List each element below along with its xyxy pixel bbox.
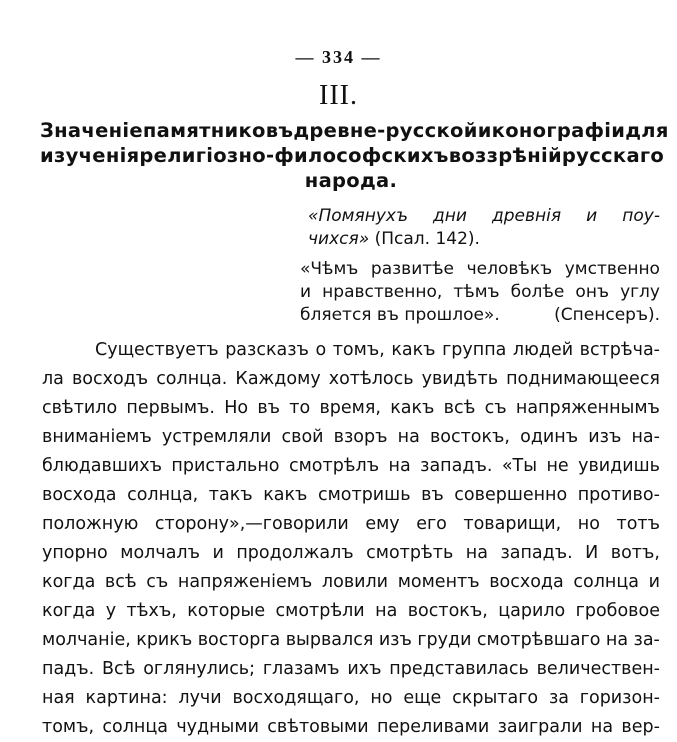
body-line: [42, 684, 660, 713]
word: Каждому: [235, 369, 321, 389]
word: поднимающееся: [506, 369, 660, 389]
word: для: [625, 119, 669, 142]
word: молчанiе,: [42, 630, 131, 650]
word: заиграли: [497, 717, 583, 737]
word: пристально: [171, 456, 280, 476]
word: Существуетъ: [95, 340, 219, 360]
word: смотрѣлъ: [288, 456, 380, 476]
word: тѣмъ: [453, 282, 500, 302]
chapter-title-line: [40, 118, 669, 143]
chapter-title-line: народа.: [304, 169, 398, 192]
word: не: [546, 456, 569, 476]
word: хотѣлось: [328, 369, 414, 389]
word: томъ,: [42, 717, 95, 737]
word: когда: [42, 601, 96, 621]
body-line: [42, 481, 660, 510]
word: и: [648, 572, 660, 592]
word: разсказъ: [225, 340, 309, 360]
word: напряженiемъ: [177, 572, 313, 592]
word: первымъ.: [126, 398, 215, 418]
word: западъ.: [500, 543, 573, 563]
word: увидѣть: [421, 369, 499, 389]
epigraph-psalm-reference: (Псал. 142).: [374, 229, 480, 249]
word: одинъ: [520, 427, 579, 447]
epigraph-psalm-line: [308, 205, 660, 228]
word: развитѣе: [370, 259, 455, 279]
body-line: [42, 626, 660, 655]
word: крикъ: [136, 630, 193, 650]
word: солнца: [102, 717, 168, 737]
word: человѣкъ: [466, 259, 553, 279]
word: положную: [42, 514, 139, 534]
word: ная: [42, 688, 75, 708]
word: религiозно-философскихъ: [139, 144, 449, 167]
word: и: [586, 206, 598, 226]
word: глазамъ: [262, 659, 340, 679]
word: людей: [512, 340, 574, 360]
chapter-title-line: [40, 143, 665, 168]
word: древнiя: [492, 206, 562, 226]
word: устремляли: [161, 427, 272, 447]
word: «Чѣмъ: [300, 259, 359, 279]
word: противо-: [577, 485, 660, 505]
word: западъ.: [420, 456, 493, 476]
word: томъ,: [332, 340, 385, 360]
body-line: [42, 597, 660, 626]
word: Но: [224, 398, 249, 418]
word: Всѣ: [102, 659, 136, 679]
word: нравственно,: [322, 282, 443, 302]
word: скрытаго: [452, 688, 539, 708]
word: солнца.: [156, 369, 228, 389]
body-line: [42, 568, 660, 597]
word: съ: [146, 572, 169, 592]
body-line: [42, 365, 660, 394]
word: изъ: [588, 427, 622, 447]
epigraph-psalm-quote: чихся»: [308, 229, 370, 249]
word: о: [315, 340, 327, 360]
chapter-numeral: III.: [319, 80, 358, 111]
word: древне-русской: [293, 119, 478, 142]
word: оглянулись;: [143, 659, 256, 679]
word: взоръ: [333, 427, 388, 447]
word: моментъ: [397, 572, 480, 592]
word: переливами: [376, 717, 490, 737]
body-line: [42, 452, 660, 481]
word: вотъ,: [610, 543, 660, 563]
word: «Ты: [501, 456, 538, 476]
body-line: [42, 713, 660, 742]
word: напряженнымъ: [515, 398, 660, 418]
word: восходящаго,: [232, 688, 360, 708]
word: иконографiи: [477, 119, 626, 142]
word: дни: [433, 206, 467, 226]
word: смотрѣвшаго: [476, 630, 601, 650]
word: какъ: [263, 485, 308, 505]
word: углу: [620, 282, 660, 302]
word: на: [605, 630, 629, 650]
body-paragraph: [42, 336, 660, 742]
epigraph-psalm-line: [308, 228, 660, 251]
epigraph-spencer-line: [300, 258, 660, 281]
word: восторга: [197, 630, 281, 650]
word: еще: [403, 688, 442, 708]
word: смотришь: [317, 485, 411, 505]
word: съ: [484, 398, 507, 418]
body-line: [42, 510, 660, 539]
word: товарищи,: [463, 514, 562, 534]
word: его: [416, 514, 447, 534]
word: время,: [319, 398, 381, 418]
word: болѣе: [510, 282, 565, 302]
word: ла: [42, 369, 64, 389]
word: такъ: [208, 485, 253, 505]
word: восхода: [489, 572, 564, 592]
word: воззрѣнiй: [448, 144, 562, 167]
word: русскаго: [561, 144, 665, 167]
word: востокъ,: [407, 601, 488, 621]
word: свѣтовыми: [267, 717, 369, 737]
body-line: [42, 394, 660, 423]
word: гробовое: [575, 601, 660, 621]
epigraph-spencer-line: [300, 304, 660, 327]
word: блюдавшихъ: [42, 456, 162, 476]
word: смотрѣть: [366, 543, 454, 563]
epigraph-spencer: [300, 258, 660, 327]
word: за-: [633, 630, 660, 650]
word: то: [289, 398, 311, 418]
word: востокъ,: [429, 427, 510, 447]
word: въ: [257, 398, 281, 418]
word: совершенно: [454, 485, 568, 505]
page-number: — 334 —: [295, 47, 382, 67]
word: И: [585, 543, 599, 563]
word: на-: [631, 427, 660, 447]
word: свѣтило: [42, 398, 118, 418]
word: падъ.: [42, 659, 95, 679]
word: солнца: [573, 572, 639, 592]
chapter-title: [40, 118, 669, 193]
epigraph-spencer-line: [300, 281, 660, 304]
word: представилась: [389, 659, 529, 679]
body-line: [42, 336, 660, 365]
word: ловили: [321, 572, 389, 592]
body-line: [42, 655, 660, 684]
word: умственно: [564, 259, 660, 279]
word: всѣ: [104, 572, 137, 592]
word: вер-: [621, 717, 660, 737]
word: на: [375, 601, 398, 621]
body-line: [42, 539, 660, 568]
word: Значенiе: [40, 119, 143, 142]
epigraph-spencer-quote: бляется въ прошлое».: [300, 305, 500, 325]
word: на: [590, 717, 614, 737]
word: онъ: [575, 282, 609, 302]
word: и: [300, 282, 312, 302]
word: лучи: [178, 688, 222, 708]
word: у: [105, 601, 117, 621]
word: поу-: [622, 206, 660, 226]
word: на: [465, 543, 488, 563]
epigraph-psalm: [308, 205, 660, 251]
word: которые: [187, 601, 266, 621]
word: чудными: [176, 717, 259, 737]
word: памятниковъ: [142, 119, 294, 142]
word: продолжалъ: [236, 543, 354, 563]
word: изъ: [378, 630, 412, 650]
word: сторону»,—говорили: [154, 514, 349, 534]
word: на: [397, 427, 420, 447]
word: но: [577, 514, 600, 534]
word: смотрѣли: [275, 601, 365, 621]
word: горизон-: [579, 688, 660, 708]
word: и: [212, 543, 224, 563]
epigraph-spencer-author: (Спенсеръ).: [554, 305, 660, 325]
word: «Помянухъ: [308, 206, 408, 226]
word: но: [370, 688, 393, 708]
word: ему: [365, 514, 400, 534]
word: солнца,: [127, 485, 199, 505]
word: вырвался: [285, 630, 374, 650]
body-line: [42, 423, 660, 452]
word: изученiя: [40, 144, 140, 167]
word: свой: [281, 427, 324, 447]
word: какъ: [390, 398, 435, 418]
word: восходъ: [71, 369, 149, 389]
word: на: [388, 456, 411, 476]
word: вниманiемъ: [42, 427, 152, 447]
word: увидишь: [578, 456, 660, 476]
word: величествен-: [536, 659, 660, 679]
word: царило: [498, 601, 566, 621]
word: группа: [442, 340, 507, 360]
word: тѣхъ,: [126, 601, 177, 621]
word: за: [548, 688, 569, 708]
word: восхода: [42, 485, 117, 505]
word: всѣ: [443, 398, 476, 418]
word: упорно: [42, 543, 108, 563]
word: молчалъ: [120, 543, 200, 563]
word: какъ: [391, 340, 436, 360]
word: въ: [421, 485, 444, 505]
word: груди: [417, 630, 472, 650]
word: картина:: [85, 688, 168, 708]
word: ихъ: [347, 659, 382, 679]
word: когда: [42, 572, 96, 592]
word: тотъ: [616, 514, 660, 534]
word: встрѣча-: [579, 340, 660, 360]
